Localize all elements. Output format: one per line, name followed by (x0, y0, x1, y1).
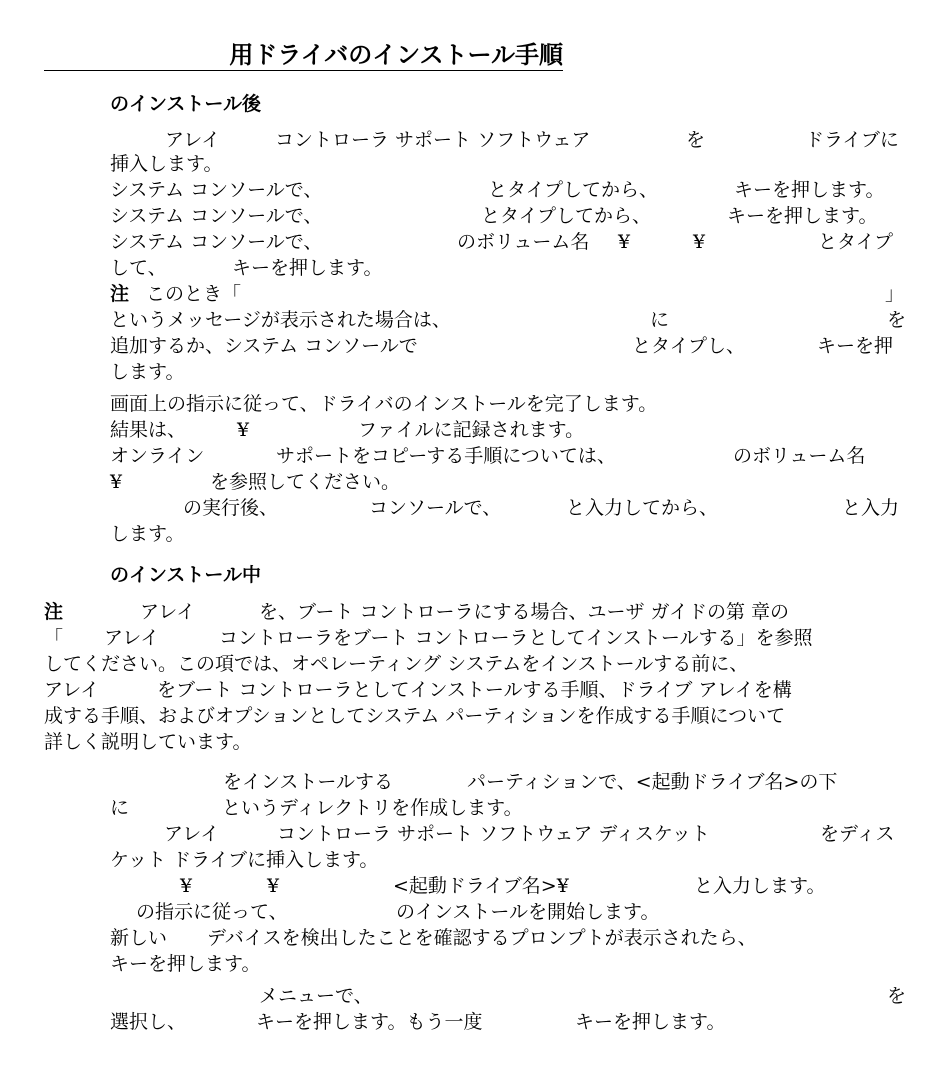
text-segment: 」 (885, 283, 905, 305)
text-segment: 詳しく説明しています。 (44, 731, 252, 753)
text-segment: というメッセージが表示された場合は、 (110, 309, 451, 331)
text-segment: 成する手順、およびオプションとしてシステム パーティションを作成する手順について (44, 705, 786, 727)
text-segment: を参照してください。 (210, 471, 401, 493)
text-segment: サポートをコピーする手順については、 (276, 445, 616, 467)
text-segment: デバイスを検出したことを確認するプロンプトが表示されたら、 (207, 927, 757, 949)
text-segment: 画面上の指示に従って、ドライバのインストールを完了します。 (110, 393, 658, 415)
section-heading-during-install: のインストール中 (110, 564, 262, 586)
text-segment: ドライブに (805, 129, 899, 151)
text-segment: を (686, 129, 706, 151)
text-segment: とタイプしてから、 (488, 179, 659, 201)
text-segment: とタイプ (818, 231, 894, 253)
text-segment: してください。この項では、オペレーティング システムをインストールする前に、 (44, 653, 749, 675)
text-segment: をディス (820, 823, 895, 845)
text-segment: ¥ (180, 875, 193, 897)
text-segment: コントローラをブート コントローラとしてインストールする」を参照 (219, 627, 813, 649)
text-segment: を (887, 985, 907, 1007)
text-segment: ¥ (110, 471, 123, 493)
text-segment: とタイプし、 (632, 335, 746, 357)
note-label: 注 (44, 601, 64, 623)
page-title: 用ドライバのインストール手順 (229, 41, 563, 69)
text-segment: キーを押します。 (734, 179, 885, 201)
text-segment: システム コンソールで、 (110, 205, 323, 227)
text-segment: キーを押します。 (575, 1011, 726, 1033)
text-segment: アレイ (140, 601, 196, 623)
text-segment: をインストールする (223, 771, 394, 793)
text-segment: に (650, 309, 670, 331)
text-segment: のボリューム名 (457, 231, 590, 253)
text-segment: 結果は、 (110, 419, 187, 441)
text-segment: 選択し、 (110, 1011, 187, 1033)
text-segment: ケット ドライブに挿入します。 (110, 849, 379, 871)
text-segment: ¥ (267, 875, 280, 897)
text-segment: キーを押 (817, 335, 894, 357)
text-segment: とタイプしてから、 (481, 205, 652, 227)
text-segment: システム コンソールで、 (110, 231, 323, 253)
text-segment: ファイルに記録されます。 (358, 419, 585, 441)
text-segment: と入力してから、 (566, 497, 719, 519)
text-segment: アレイ (165, 129, 221, 151)
text-segment: アレイ (44, 679, 100, 701)
text-segment: ¥ (693, 231, 706, 253)
text-segment: と入力 (842, 497, 900, 519)
text-segment: このとき「 (146, 283, 242, 305)
text-segment: を (887, 309, 907, 331)
text-segment: パーティションで、<起動ドライブ名>の下 (467, 771, 838, 793)
text-segment: アレイ (164, 823, 220, 845)
text-segment: に (110, 797, 130, 819)
text-segment: を、ブート コントローラにする場合、ユーザ ガイドの第 章の (259, 601, 789, 623)
title-underline (44, 70, 563, 71)
text-segment: の指示に従って、 (136, 901, 288, 923)
text-segment: キーを押します。 (727, 205, 878, 227)
text-segment: の実行後、 (183, 497, 279, 519)
text-segment: アレイ (104, 627, 160, 649)
text-segment: というディレクトリを作成します。 (222, 797, 523, 819)
note-label: 注 (110, 283, 130, 305)
text-segment: キーを押します。 (110, 953, 261, 975)
text-segment: オンライン (110, 445, 205, 467)
text-segment: と入力します。 (694, 875, 826, 897)
text-segment: 新しい (110, 927, 168, 949)
text-segment: します。 (110, 361, 185, 383)
text-segment: 挿入します。 (110, 153, 223, 175)
text-segment: ¥ (618, 231, 631, 253)
text-segment: のボリューム名 (733, 445, 866, 467)
section-heading-after-install: のインストール後 (110, 93, 262, 115)
text-segment: キーを押します。 (232, 257, 383, 279)
text-segment: 追加するか、システム コンソールで (110, 335, 418, 357)
text-segment: して、 (110, 257, 167, 279)
text-segment: キーを押します。もう一度 (256, 1011, 483, 1033)
text-segment: ¥ (237, 419, 250, 441)
text-segment: コントローラ サポート ソフトウェア (275, 129, 591, 151)
text-segment: をブート コントローラとしてインストールする手順、ドライブ アレイを構 (157, 679, 792, 701)
text-segment: メニューで、 (259, 985, 373, 1007)
text-segment: コントローラ サポート ソフトウェア ディスケット (277, 823, 710, 845)
text-segment: <起動ドライブ名>¥ (393, 875, 569, 897)
text-segment: します。 (110, 523, 185, 545)
text-segment: コンソールで、 (369, 497, 502, 519)
text-segment: のインストールを開始します。 (396, 901, 660, 923)
text-segment: システム コンソールで、 (110, 179, 323, 201)
text-segment: 「 (44, 627, 64, 649)
